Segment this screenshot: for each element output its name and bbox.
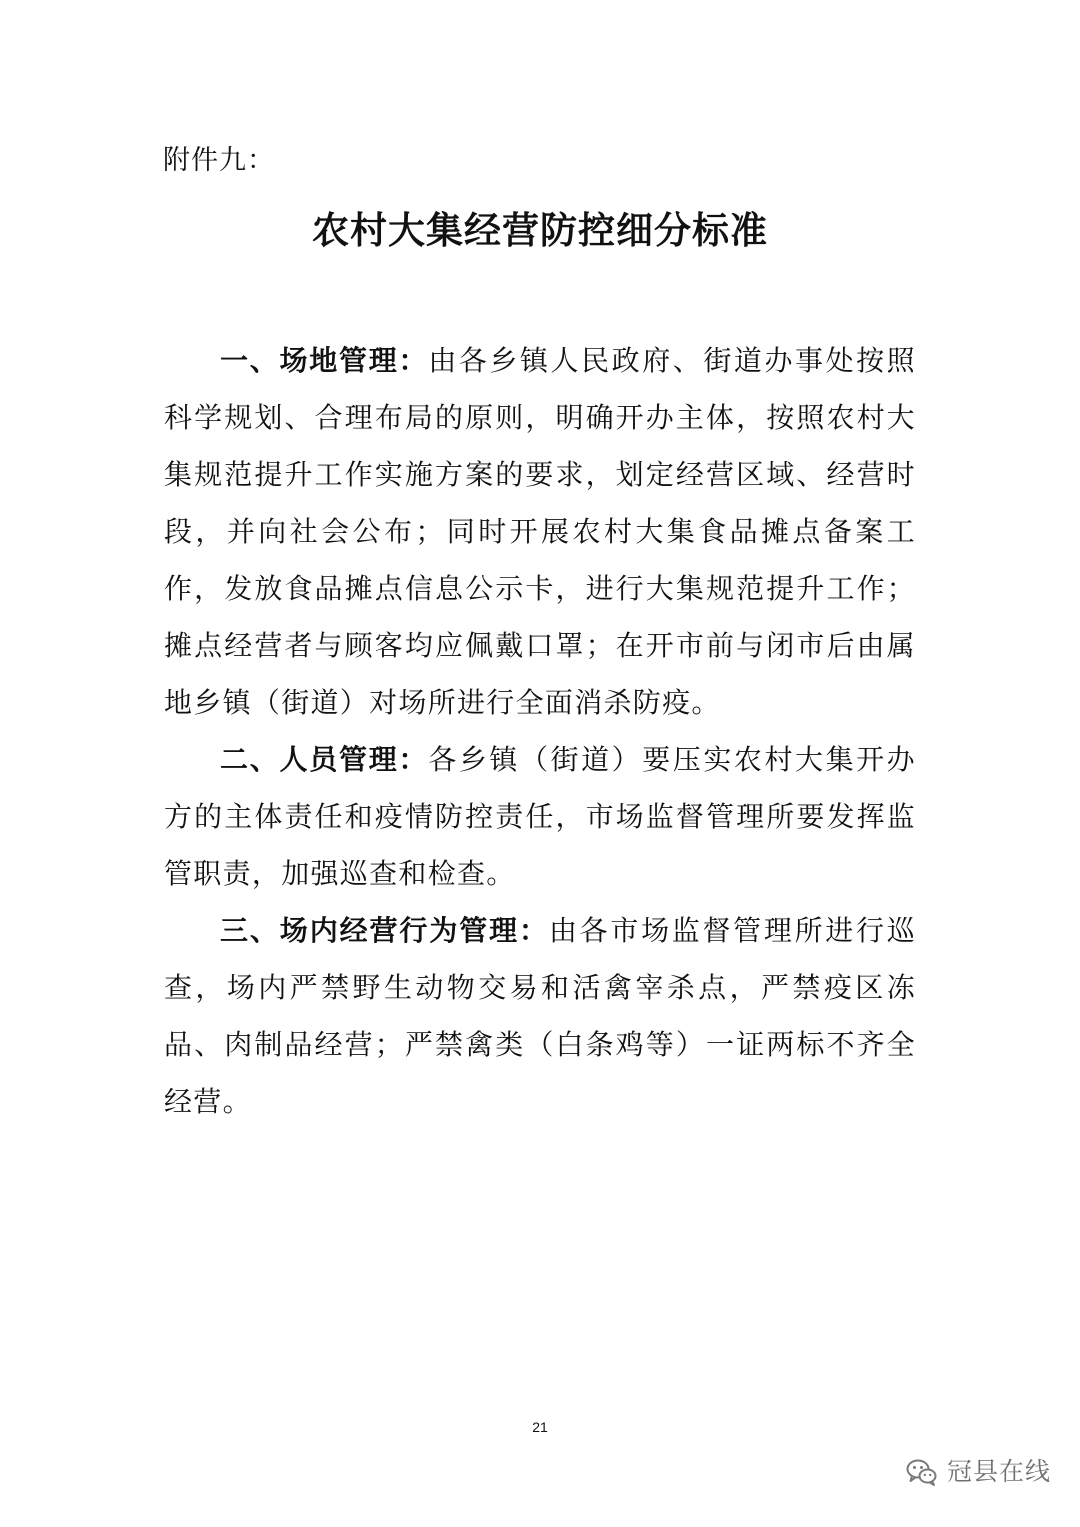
paragraph-text: 各乡镇（街道）要压实农村大集开办方的主体责任和疫情防控责任，市场监督管理所要发挥监管职责，加强巡查和检查。 bbox=[164, 743, 916, 890]
paragraph-heading: 三、场内经营行为管理： bbox=[220, 914, 549, 947]
paragraph-text: 由各乡镇人民政府、街道办事处按照科学规划、合理布局的原则，明确开办主体，按照农村大集规范提升工作实施方案的要求，划定经营区域、经营时段，并向社会公布；同时开展农村大集食品摊点备案工作，发放食品摊点信息公示卡，进行大集规范提升工作；摊点经营者与顾客均应佩戴口罩；在开市前与闭市后由属地乡镇（街道）对场所进行全面消杀防疫。 bbox=[164, 344, 916, 719]
page-number: 21 bbox=[532, 1419, 548, 1435]
watermark-text: 冠县在线 bbox=[947, 1457, 1052, 1486]
watermark bbox=[905, 1452, 1051, 1492]
document-title: 农村大集经营防控细分标准 bbox=[312, 208, 768, 252]
annex-label: 附件九： bbox=[163, 145, 275, 176]
paragraph-personnel-management bbox=[164, 731, 916, 902]
paragraph-heading: 二、人员管理： bbox=[220, 743, 429, 776]
paragraph-text: 由各市场监督管理所进行巡查，场内严禁野生动物交易和活禽宰杀点，严禁疫区冻品、肉制品经营；严禁禽类（白条鸡等）一证两标不齐全经营。 bbox=[164, 914, 916, 1118]
document-body bbox=[164, 332, 916, 1130]
paragraph-heading: 一、场地管理： bbox=[220, 344, 429, 377]
paragraph-business-behavior-management bbox=[164, 902, 916, 1130]
paragraph-site-management bbox=[164, 332, 916, 731]
wechat-icon bbox=[905, 1455, 939, 1489]
